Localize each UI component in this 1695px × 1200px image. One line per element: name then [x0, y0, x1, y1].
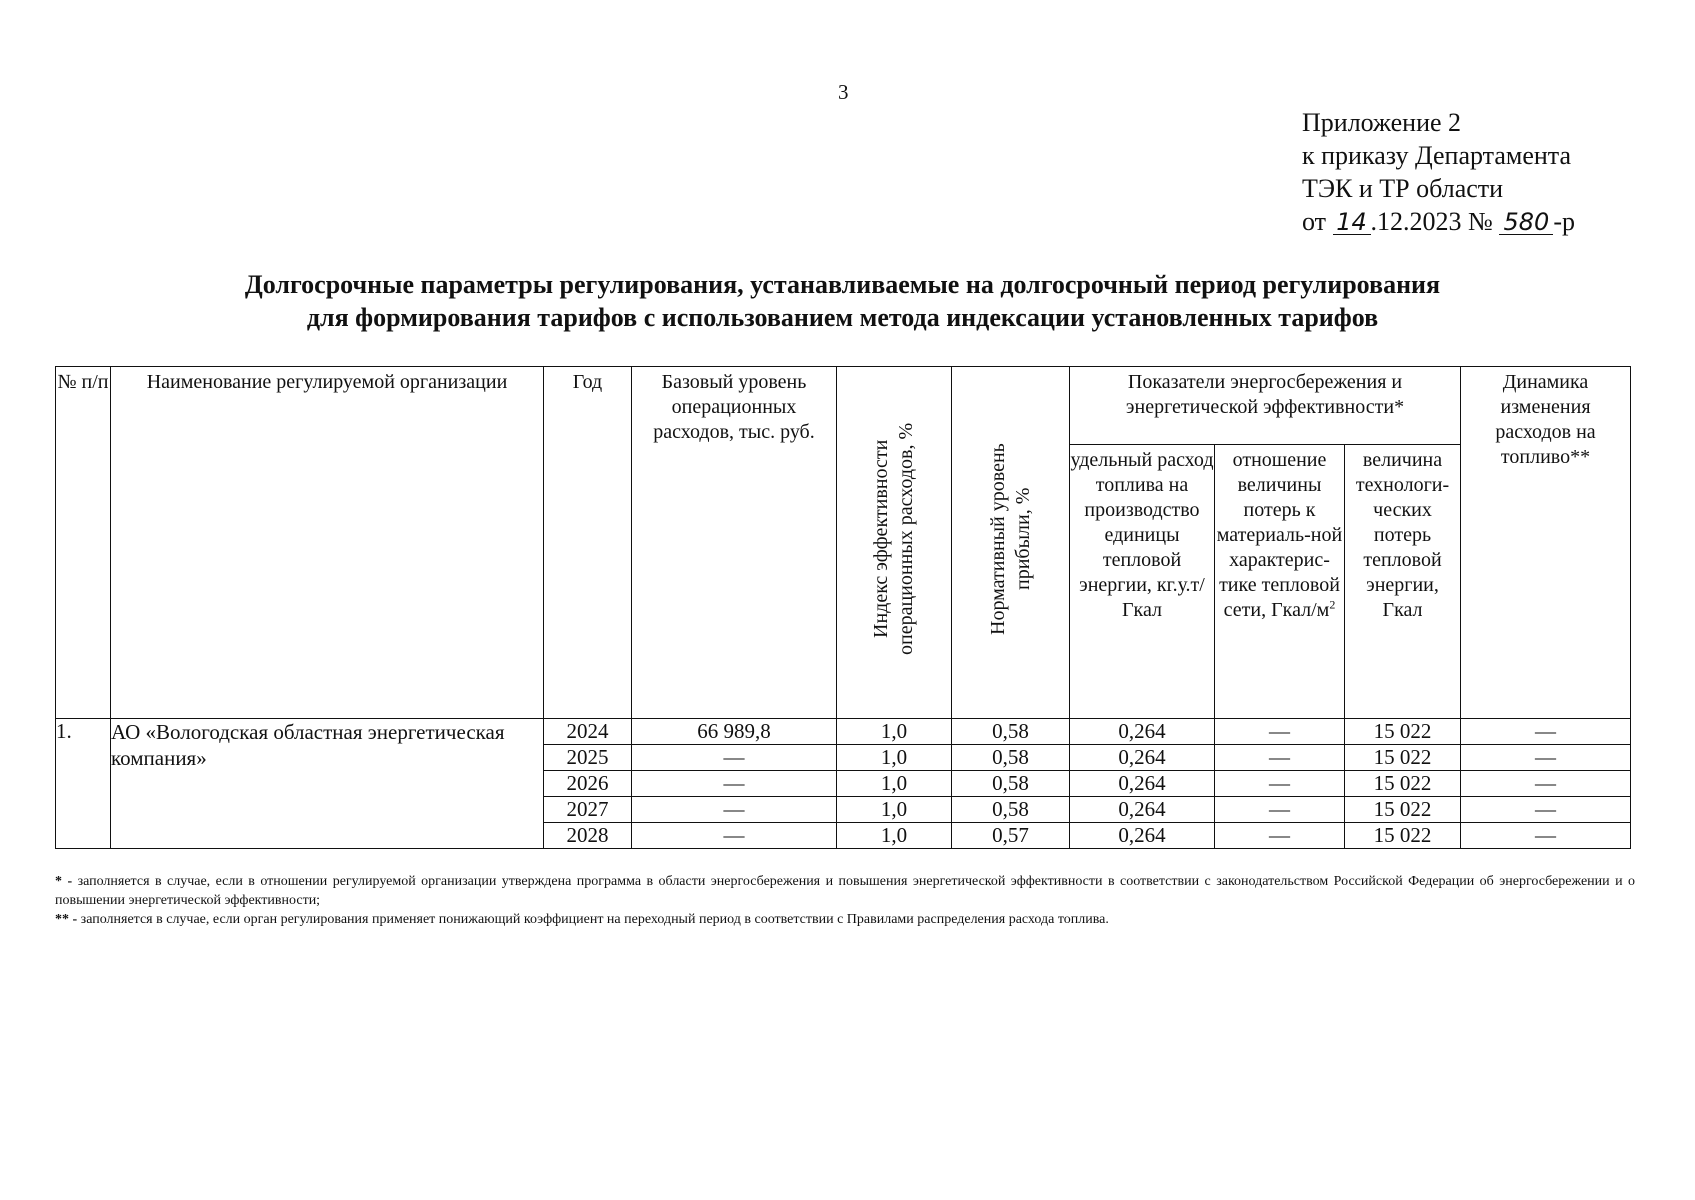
document-title — [60, 268, 1625, 334]
cell-profit: 0,58 — [952, 719, 1070, 745]
header-tech-losses: величина технологи-ческих потерь тепловой энергии, Гкал — [1345, 445, 1461, 719]
org-number: 1. — [56, 719, 111, 849]
cell-loss-ratio: — — [1215, 771, 1345, 797]
title-line-1: Долгосрочные параметры регулирования, устанавливаемые на долгосрочный период регулирования — [244, 270, 1441, 299]
cell-base: — — [632, 745, 837, 771]
cell-loss-ratio: — — [1215, 719, 1345, 745]
cell-base: — — [632, 823, 837, 849]
header-fuel-dynamics: Динамика изменения расходов на топливо** — [1461, 367, 1631, 719]
appendix-block — [1302, 106, 1575, 238]
page-number: 3 — [838, 80, 849, 104]
footnote-1-text: заполняется в случае, если в отношении регулируемой организации утверждена программа в области энергосбережения и повышения энергетической эффективности в соответствии с законодательством Российской Федерации об энергосбережении и о повышении энергетической эффективности; — [55, 874, 1636, 908]
cell-index: 1,0 — [837, 745, 952, 771]
cell-loss-ratio: — — [1215, 745, 1345, 771]
cell-tech-loss: 15 022 — [1345, 745, 1461, 771]
appendix-line-1: Приложение 2 — [1302, 108, 1462, 137]
header-year: Год — [544, 367, 632, 719]
cell-index: 1,0 — [837, 771, 952, 797]
cell-fuel: 0,264 — [1070, 745, 1215, 771]
appendix-date-prefix: от — [1302, 207, 1327, 236]
cell-index: 1,0 — [837, 823, 952, 849]
cell-tech-loss: 15 022 — [1345, 797, 1461, 823]
cell-base: — — [632, 771, 837, 797]
org-name: АО «Вологодская областная энергетическая компания» — [111, 719, 544, 849]
header-fuel-consumption: удельный расход топлива на производство единицы тепловой энергии, кг.у.т/Гкал — [1070, 445, 1215, 719]
appendix-line-3: ТЭК и ТР области — [1302, 174, 1504, 203]
cell-loss-ratio: — — [1215, 823, 1345, 849]
cell-fuel: 0,264 — [1070, 771, 1215, 797]
parameters-table — [55, 366, 1631, 849]
handwritten-order-number: 580 — [1499, 210, 1553, 235]
cell-dynamics: — — [1461, 745, 1631, 771]
cell-dynamics: — — [1461, 719, 1631, 745]
appendix-date-line — [1302, 205, 1575, 238]
header-profit-cell — [952, 367, 1070, 719]
title-line-2: для формирования тарифов с использованием метода индексации установленных тарифов — [306, 303, 1379, 332]
cell-index: 1,0 — [837, 797, 952, 823]
cell-year: 2027 — [544, 797, 632, 823]
cell-loss-ratio: — — [1215, 797, 1345, 823]
cell-year: 2026 — [544, 771, 632, 797]
cell-profit: 0,58 — [952, 771, 1070, 797]
cell-year: 2025 — [544, 745, 632, 771]
cell-fuel: 0,264 — [1070, 823, 1215, 849]
cell-year: 2028 — [544, 823, 632, 849]
cell-fuel: 0,264 — [1070, 797, 1215, 823]
header-num: № п/п — [56, 367, 111, 719]
cell-dynamics: — — [1461, 823, 1631, 849]
header-efficiency-index: Индекс эффективности операционных расходов, % — [870, 422, 917, 656]
cell-profit: 0,58 — [952, 797, 1070, 823]
cell-profit: 0,58 — [952, 745, 1070, 771]
table-row — [56, 719, 1631, 745]
handwritten-day: 14 — [1333, 210, 1371, 235]
header-efficiency-index-cell — [837, 367, 952, 719]
footnote-2-mark: ** - — [55, 912, 78, 927]
cell-tech-loss: 15 022 — [1345, 719, 1461, 745]
cell-base: — — [632, 797, 837, 823]
header-loss-ratio-sup: 2 — [1329, 597, 1336, 612]
header-profit-level: Нормативный уровень прибыли, % — [986, 443, 1034, 635]
footnote-2-text: заполняется в случае, если орган регулирования применяет понижающий коэффициент на переходный период в соответствии с Правилами распределения расхода топлива. — [80, 912, 1109, 927]
cell-year: 2024 — [544, 719, 632, 745]
cell-profit: 0,57 — [952, 823, 1070, 849]
header-loss-ratio-text: отношение величины потерь к материаль-ной характерис-тике тепловой сети, Гкал/м — [1216, 449, 1343, 621]
appendix-date-rest: .12.2023 № — [1370, 207, 1493, 236]
cell-tech-loss: 15 022 — [1345, 823, 1461, 849]
header-energy-group: Показатели энергосбережения и энергетической эффективности* — [1070, 367, 1461, 445]
footnote-2 — [55, 910, 1635, 929]
footnotes — [55, 872, 1635, 929]
cell-index: 1,0 — [837, 719, 952, 745]
header-org: Наименование регулируемой организации — [111, 367, 544, 719]
footnote-1-mark: * - — [55, 874, 73, 889]
footnote-1 — [55, 872, 1635, 910]
cell-dynamics: — — [1461, 771, 1631, 797]
header-base-level: Базовый уровень операционных расходов, тыс. руб. — [632, 367, 837, 719]
cell-fuel: 0,264 — [1070, 719, 1215, 745]
appendix-suffix: -р — [1553, 207, 1576, 236]
appendix-line-2: к приказу Департамента — [1302, 141, 1572, 170]
header-loss-ratio — [1215, 445, 1345, 719]
cell-dynamics: — — [1461, 797, 1631, 823]
cell-base: 66 989,8 — [632, 719, 837, 745]
cell-tech-loss: 15 022 — [1345, 771, 1461, 797]
